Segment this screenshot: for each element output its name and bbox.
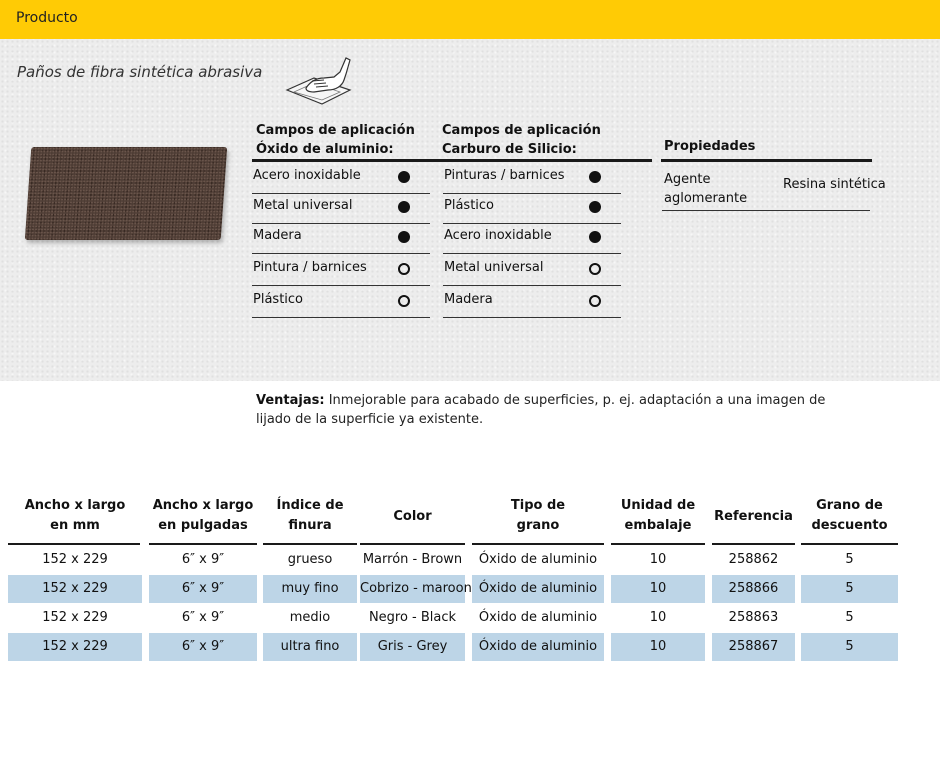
table-cell: 258862 [728, 552, 779, 567]
table-header-line2: en pulgadas [158, 518, 248, 533]
col2-row [443, 287, 621, 318]
col1-row [252, 223, 430, 254]
empty-circle-icon [398, 295, 410, 307]
col1-item-label: Acero inoxidable [253, 168, 361, 183]
col1-heading [256, 121, 415, 159]
header-title: Producto [16, 10, 78, 26]
table-header-line2: descuento [811, 518, 888, 533]
table-cell: ultra fino [263, 633, 357, 661]
col1-row [252, 163, 430, 194]
table-header-line2: grano [516, 518, 560, 533]
properties-rule [662, 210, 870, 211]
empty-circle-icon [589, 295, 601, 307]
col2-item-label: Plástico [444, 198, 495, 213]
col1-heading-line1: Campos de aplicación [256, 123, 415, 138]
col1-heading-line2: Óxido de aluminio: [256, 142, 394, 157]
table-header-line1: Ancho x largo [24, 498, 126, 513]
empty-circle-icon [589, 263, 601, 275]
table-cell: 10 [649, 610, 667, 625]
table-cell: 10 [611, 575, 705, 603]
filled-circle-icon [398, 201, 410, 213]
properties-label-line2: aglomerante [664, 191, 748, 206]
table-header-line2: embalaje [624, 518, 692, 533]
table-header-line1: Unidad de [620, 498, 696, 513]
abrasive-pad-image [25, 147, 228, 240]
ventajas-text [256, 391, 856, 429]
col2-heading [442, 121, 601, 159]
properties-value: Resina sintética [783, 177, 886, 192]
col1-item-label: Metal universal [253, 198, 353, 213]
hand-sanding-icon [284, 52, 354, 108]
table-cell: 6″ x 9″ [181, 552, 225, 567]
col1-row [252, 287, 430, 318]
col1-item-label: Pintura / barnices [253, 260, 367, 275]
table-header-line1: Grano de [816, 498, 883, 513]
col1-row [252, 193, 430, 224]
table-header-line1: Tipo de [510, 498, 566, 513]
table-cell: 258867 [712, 633, 795, 661]
table-cell: 258866 [712, 575, 795, 603]
ventajas-body: Inmejorable para acabado de superficies, p. ej. adaptación a una imagen de lijado de la superficie ya existente. [256, 393, 826, 427]
col2-item-label: Metal universal [444, 260, 544, 275]
table-cell: 5 [801, 633, 898, 661]
table-cell: 5 [845, 552, 854, 567]
product-title: Paños de fibra sintética abrasiva [17, 63, 263, 81]
table-header [263, 496, 357, 536]
table-cell: 5 [845, 610, 854, 625]
table-header [360, 507, 465, 527]
table-cell: medio [289, 610, 331, 625]
filled-circle-icon [589, 171, 601, 183]
table-cell: Gris - Grey [360, 633, 465, 661]
col2-heading-line2: Carburo de Silicio: [442, 142, 577, 157]
col2-item-label: Pinturas / barnices [444, 168, 565, 183]
table-header-rule [712, 543, 795, 545]
table-header [149, 496, 257, 536]
table-header-line2: en mm [50, 518, 100, 533]
col2-row [443, 223, 621, 254]
col1-divider [252, 159, 440, 162]
table-header [472, 496, 604, 536]
table-header [8, 496, 142, 536]
table-cell: Negro - Black [368, 610, 457, 625]
properties-heading: Propiedades [664, 139, 756, 154]
table-header-rule [801, 543, 898, 545]
empty-circle-icon [398, 263, 410, 275]
table-header-line1: Color [393, 509, 432, 524]
table-cell: 152 x 229 [8, 633, 142, 661]
table-header-rule [8, 543, 140, 545]
col2-item-label: Madera [444, 292, 493, 307]
col2-row [443, 193, 621, 224]
col2-item-label: Acero inoxidable [444, 228, 552, 243]
table-header-line1: Referencia [714, 509, 793, 524]
table-cell: 6″ x 9″ [181, 610, 225, 625]
filled-circle-icon [398, 231, 410, 243]
filled-circle-icon [398, 171, 410, 183]
col1-row [252, 255, 430, 286]
filled-circle-icon [589, 201, 601, 213]
col2-row [443, 163, 621, 194]
properties-label [664, 170, 747, 208]
table-cell: Óxido de aluminio [472, 633, 604, 661]
table-cell: 152 x 229 [42, 552, 108, 567]
table-cell: Cobrizo - maroon [360, 575, 465, 603]
header-bar [0, 0, 940, 39]
table-cell: 6″ x 9″ [149, 633, 257, 661]
col1-item-label: Plástico [253, 292, 304, 307]
col2-divider [440, 159, 652, 162]
table-cell: 10 [649, 552, 667, 567]
table-cell: grueso [287, 552, 333, 567]
table-header [801, 496, 898, 536]
table-header-rule [263, 543, 357, 545]
table-header-rule [149, 543, 257, 545]
table-cell: Óxido de aluminio [472, 575, 604, 603]
table-header-line2: finura [288, 518, 332, 533]
table-cell: muy fino [263, 575, 357, 603]
table-header-line1: Ancho x largo [152, 498, 254, 513]
properties-divider [661, 159, 872, 162]
table-cell: 258863 [728, 610, 779, 625]
ventajas-label: Ventajas: [256, 393, 325, 408]
col2-row [443, 255, 621, 286]
table-cell: 152 x 229 [42, 610, 108, 625]
col1-item-label: Madera [253, 228, 302, 243]
table-cell: Óxido de aluminio [478, 610, 598, 625]
col2-heading-line1: Campos de aplicación [442, 123, 601, 138]
table-cell: 10 [611, 633, 705, 661]
table-header-line1: Índice de [276, 498, 344, 513]
table-header [611, 496, 705, 536]
table-cell: 5 [801, 575, 898, 603]
table-header [712, 507, 795, 527]
table-header-rule [611, 543, 705, 545]
table-header-rule [472, 543, 604, 545]
table-cell: Marrón - Brown [362, 552, 463, 567]
table-cell: 152 x 229 [8, 575, 142, 603]
table-cell: 6″ x 9″ [149, 575, 257, 603]
table-header-rule [360, 543, 465, 545]
filled-circle-icon [589, 231, 601, 243]
table-cell: Óxido de aluminio [478, 552, 598, 567]
properties-label-line1: Agente [664, 172, 711, 187]
